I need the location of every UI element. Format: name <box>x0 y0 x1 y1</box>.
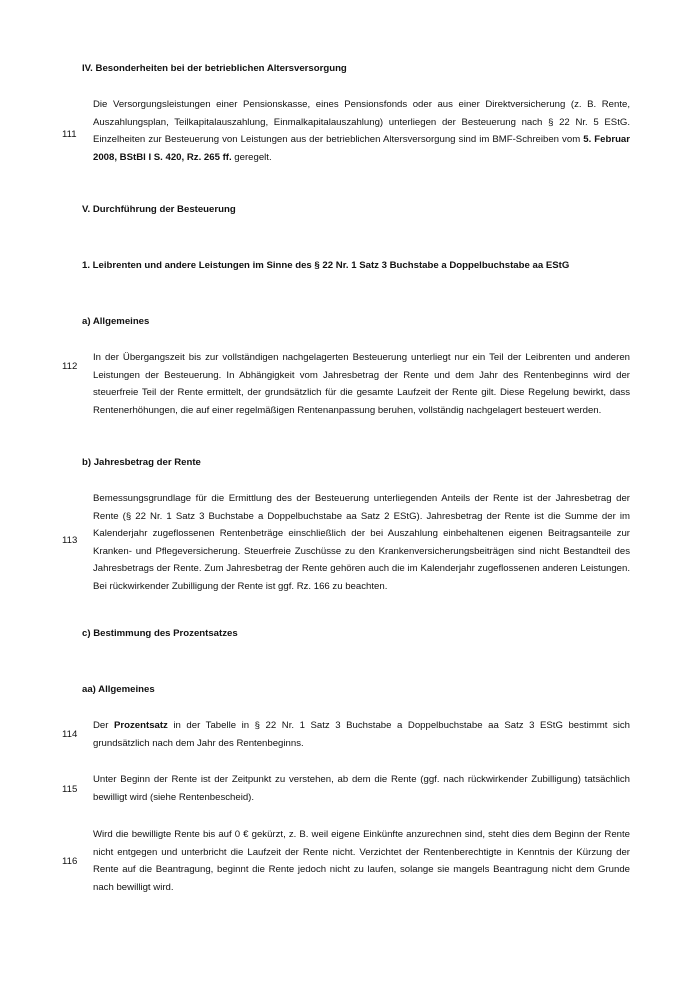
paragraph-text <box>93 96 630 166</box>
paragraph-text: In der Übergangszeit bis zur vollständigen nachgelagerten Besteuerung unterliegt nur ein Teil der Leibrenten und anderen Leistungen der Besteuerung. In Abhängigkeit vom Jahresbetrag der Rente und dem Jahr des Rentenbeginns wird der steuerfreie Teil der Rente ermittelt, der grundsätzlich für die gesamte Laufzeit der Rente gilt. Diese Regelung bewirkt, dass Rentenerhöhungen, die auf einer regelmäßigen Rentenanpassung beruhen, vollständig nachgelagert besteuert werden. <box>93 352 630 416</box>
paragraph-text-part: in der Tabelle in § 22 Nr. 1 Satz 3 Buchstabe a Doppelbuchstabe aa Satz 3 EStG bestimmt sich grundsätzlich nach dem Jahr des Rentenbeginns. <box>93 720 630 749</box>
paragraph-text-part: Der <box>93 720 115 731</box>
heading-b: b) Jahresbetrag der Rente <box>82 457 201 468</box>
heading-c: c) Bestimmung des Prozentsatzes <box>82 628 238 639</box>
paragraph-number: 115 <box>62 784 78 795</box>
paragraph-number: 114 <box>62 729 78 740</box>
paragraph-number: 116 <box>62 856 78 867</box>
paragraph-number: 113 <box>62 535 78 546</box>
paragraph-text: Bemessungsgrundlage für die Ermittlung des der Besteuerung unterliegenden Anteils der Rente ist der Jahresbetrag der Rente (§ 22 Nr. 1 Satz 3 Buchstabe a Doppelbuchstabe aa Satz 2 EStG). Jahresbetrag der Rente ist die Summe der im Kalenderjahr zugeflossenen Rentenbeträge einschließlich der bei Auszahlung einbehaltenen eigenen Beitragsanteile zur Kranken- und Pflegeversicherung. Steuerfreie Zuschüsse zu den Krankenversicherungsbeiträgen sind nicht Bestandteil des Jahresbetrags der Rente. Zum Jahresbetrag der Rente gehören auch die im Kalenderjahr zugeflossenen anderen Leistungen. Bei rückwirkender Zubilligung der Rente ist ggf. Rz. 166 zu beachten. <box>93 493 630 592</box>
heading-aa: aa) Allgemeines <box>82 684 155 695</box>
heading-v: V. Durchführung der Besteuerung <box>82 204 236 215</box>
paragraph-bold-term: Prozentsatz <box>114 720 168 731</box>
heading-iv: IV. Besonderheiten bei der betrieblichen Altersversorgung <box>82 63 347 74</box>
heading-a: a) Allgemeines <box>82 316 150 327</box>
paragraph-number: 112 <box>62 361 78 372</box>
paragraph-number: 111 <box>62 129 77 140</box>
paragraph-text: Unter Beginn der Rente ist der Zeitpunkt zu verstehen, ab dem die Rente (ggf. nach rückwirkender Zubilligung) tatsächlich bewilligt wird (siehe Rentenbescheid). <box>93 774 630 803</box>
paragraph-text-part: geregelt. <box>231 151 272 163</box>
heading-1: 1. Leibrenten und andere Leistungen im Sinne des § 22 Nr. 1 Satz 3 Buchstabe a Doppelbuchstabe aa EStG <box>82 260 570 271</box>
paragraph-text <box>93 717 630 752</box>
paragraph-bold-reference: 5. Februar 2008, BStBl I S. 420, Rz. 265 ff. <box>93 134 631 163</box>
paragraph-text: Wird die bewilligte Rente bis auf 0 € gekürzt, z. B. weil eigene Einkünfte anzurechnen sind, steht dies dem Beginn der Rente nicht entgegen und unterbricht die Laufzeit der Rente nicht. Verzichtet der Rentenberechtigte in Kenntnis der Kürzung der Rente auf die Beantragung, beginnt die Rente jedoch nicht zu laufen, solange sie mangels Beantragung nicht dem Grunde nach bewilligt wird. <box>93 829 630 893</box>
paragraph-text-part: Die Versorgungsleistungen einer Pensionskasse, eines Pensionsfonds oder aus einer Direktversicherung (z. B. Rente, Auszahlungsplan, Teilkapitalauszahlung, Einmalkapitalauszahlung) unterliegen der Besteuerung nach § 22 Nr. 5 EStG. Einzelheiten zur Besteuerung von Leistungen aus der betrieblichen Altersversorgung sind im BMF-Schreiben vom <box>93 99 630 145</box>
